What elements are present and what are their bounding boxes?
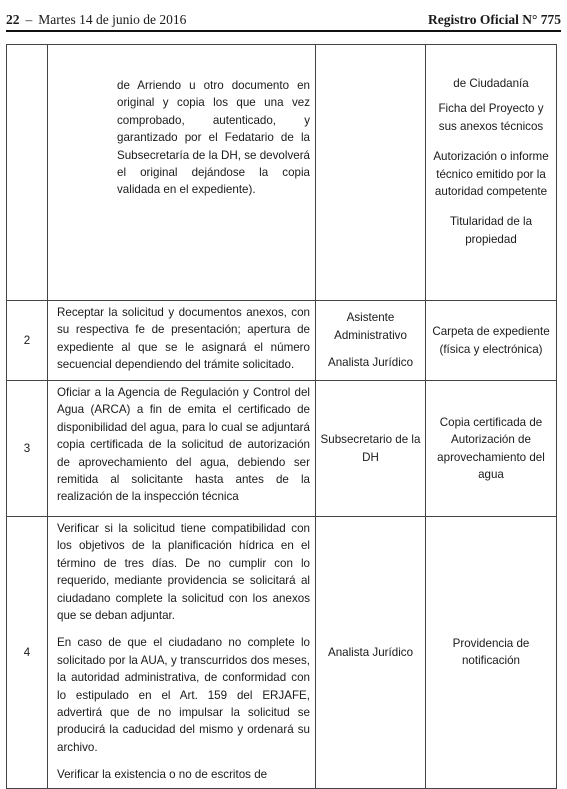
table-row [7, 381, 557, 517]
activity-cell: Receptar la solicitud y documentos anexos, con su respectiva fe de presentación; apertura de expediente al que se le asignará el número secuencial dependiendo del trámite solicitado. [48, 301, 316, 381]
step-number: 2 [7, 301, 48, 381]
documents-cell: Providencia de notificación [426, 517, 557, 789]
responsible-cell [316, 301, 426, 381]
responsible-cell: Analista Jurídico [316, 517, 426, 789]
documents-cell: Carpeta de expediente (física y electrónica) [426, 301, 557, 381]
documents-cell [426, 45, 557, 301]
document-item: Autorización o informe técnico emitido por la autoridad competente [433, 150, 549, 199]
document-item: de Ciudadanía [453, 77, 529, 90]
procedure-table [6, 44, 557, 789]
responsible-item: Analista Jurídico [327, 356, 414, 370]
activity-paragraph: En caso de que el ciudadano no complete lo solicitado por la AUA, y transcurridos dos meses, la autoridad administrativa, de conformidad con lo estipulado en el Art. 159 del ERJAFE, advertirá que de no impulsar la solicitud se producirá la caducidad del mismo y ordenará su archivo. [57, 636, 310, 754]
document-item: Ficha del Proyecto y sus anexos técnicos [438, 102, 544, 133]
responsible-item: Asistente Administrativo [334, 311, 407, 342]
header-date: Martes 14 de junio de 2016 [38, 12, 187, 27]
publication-title: Registro Oficial N° 775 [427, 12, 561, 27]
page-header [6, 6, 561, 32]
activity-cell: de Arriendo u otro documento en original y copia los que una vez comprobado, autenticado, y garantizado por el Fedatario de la Subsecretaría de la DH, se devolverá el original dejándose la copia validada en el expediente). [48, 45, 316, 301]
step-number: 4 [7, 517, 48, 789]
responsible-cell [316, 45, 426, 301]
step-number [7, 45, 48, 301]
table-row [7, 45, 557, 301]
activity-cell: Oficiar a la Agencia de Regulación y Control del Agua (ARCA) a fin de emita el certificado de disponibilidad del agua, para lo cual se adjuntará copia certificada de la solicitud de autorización de aprovechamiento del agua, debiendo ser remitida al solicitante hasta antes de la realización de la inspección técnica [48, 381, 316, 517]
document-item: Titularidad de la propiedad [449, 215, 533, 246]
table-row [7, 301, 557, 381]
activity-paragraph: Verificar si la solicitud tiene compatibilidad con los objetivos de la planificación hídrica en el término de tres días. De no cumplir con lo requerido, mediante providencia se solicitará al ciudadano complete la solicitud con los anexos que se deban adjuntar. [57, 522, 310, 623]
header-dash: – [25, 12, 33, 27]
page-number: 22 [6, 12, 20, 27]
step-number: 3 [7, 381, 48, 517]
procedure-table-wrapper [6, 44, 556, 782]
responsible-cell: Subsecretario de la DH [316, 381, 426, 517]
table-row [7, 517, 557, 789]
documents-cell: Copia certificada de Autorización de aprovechamiento del agua [426, 381, 557, 517]
header-left [6, 12, 186, 28]
activity-cell [48, 517, 316, 789]
activity-paragraph: Verificar la existencia o no de escritos de [57, 768, 268, 782]
